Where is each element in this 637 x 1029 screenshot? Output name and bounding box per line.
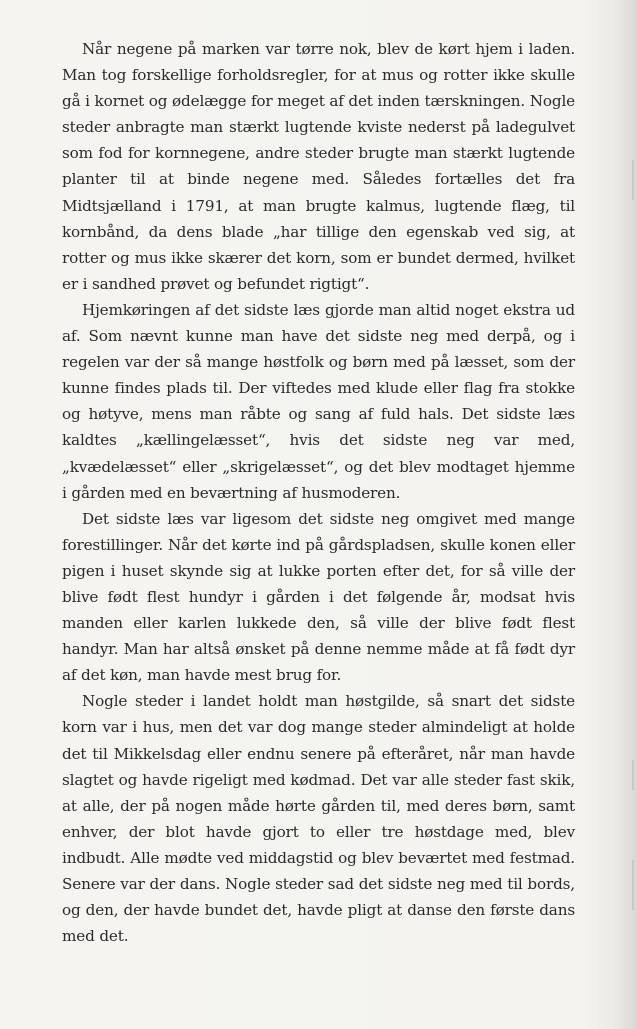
page-edge-shadow (632, 760, 634, 790)
paragraph-harvest-feast: Nogle steder i landet holdt man høstgilde, så snart det sidste korn var i hus, men det var dog mange steder almindeligt at holde det til Mikkelsdag eller endnu senere på efteråret, når man havde slagtet og havde rigeligt med kødmad. Det var alle steder fast skik, at alle, der på nogen måde hørte gården til, med deres børn, samt enhver, der blot havde gjort to eller tre høstdage med, blev indbudt. Alle mødte ved middagstid og blev beværtet med festmad. Senere var der dans. Nogle steder sad det sidste neg med til bords, og den, der havde bundet det, havde pligt at danse den første dans med det. (62, 692, 575, 946)
paragraph-last-load-homecoming: Hjemkøringen af det sidste læs gjorde man altid noget ekstra ud af. Som nævnt kunne man have det sidste neg med derpå, og i regelen var der så mange høstfolk og børn med på læsset, som der kunne findes plads til. Der viftedes med klude eller flag fra stokke og høtyve, mens man råbte og sang af fuld hals. Det sidste læs kaldtes „kællingelæsset“, hvis det sidste neg var med, „kvædelæsset“ eller „skrigelæsset“, og det blev modtaget hjemme i gården med en beværtning af husmoderen. (62, 300, 575, 502)
paragraph-last-load-beliefs: Det sidste læs var ligesom det sidste neg omgivet med mange forestillinger. Når det kørte ind på gårdspladsen, skulle konen eller pigen i huset skynde sig at lukke porten efter det, for så ville der blive født flest hundyr i gården i det følgende år, modsat hvis manden eller karlen lukkede den, så ville der blive født flest handyr. Man har altså ønsket på denne nemme måde at få født dyr af det køn, man havde mest brug for. (62, 509, 575, 685)
page-edge-shadow (632, 860, 634, 910)
paragraph-harvest-storage: Når negene på marken var tørre nok, blev de kørt hjem i laden. Man tog forskellige forholdsregler, for at mus og rotter ikke skulle gå i kornet og ødelægge for meget af det inden tærskningen. Nogle steder anbragte man stærkt lugtende kviste nederst på ladegulvet som fod for kornnegene, andre steder brugte man stærkt lugtende planter til at binde negene med. Således fortælles det fra Midtsjælland i 1791, at man brugte kalmus, lugtende flæg, til kornbånd, da dens blade „har tillige den egenskab ved sig, at rotter og mus ikke skærer det korn, som er bundet dermed, hvilket er i sandhed prøvet og befundet rigtigt“. (62, 40, 575, 293)
page-edge-shadow (632, 160, 634, 200)
page-body-text (62, 36, 575, 949)
